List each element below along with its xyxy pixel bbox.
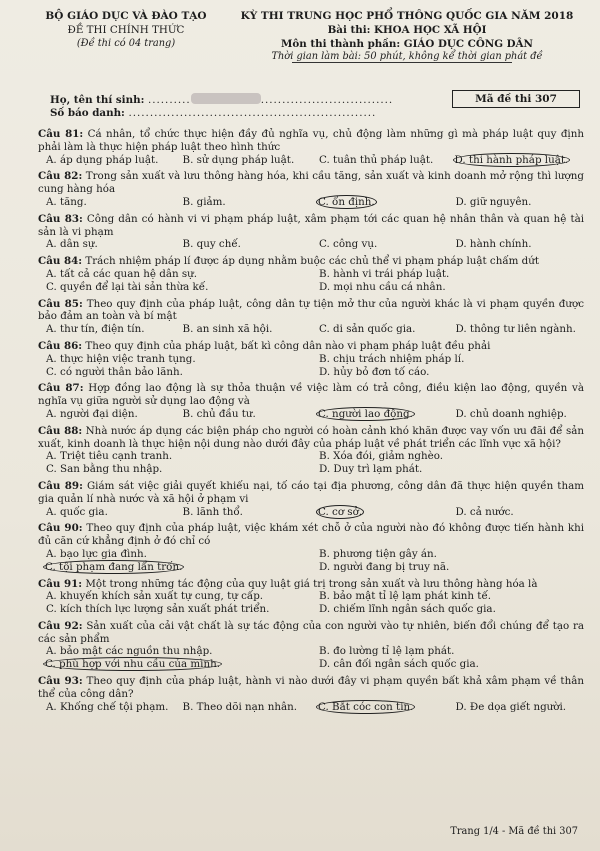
exam-code-box: Mã đề thi 307 <box>452 90 580 108</box>
answer-option-text: C. phù hợp với nhu cầu của mình. <box>45 658 221 671</box>
answer-option-text: C. công vụ. <box>319 238 378 251</box>
answer-option-text: B. Xóa đói, giảm nghèo. <box>319 450 443 463</box>
question-number: Câu 89: <box>38 479 83 492</box>
answer-option <box>38 548 311 561</box>
answer-option-text: D. chiếm lĩnh ngân sách quốc gia. <box>319 603 496 616</box>
question-text <box>38 170 584 196</box>
answer-option-text: C. San bằng thu nhập. <box>46 463 163 476</box>
question-text <box>38 128 584 154</box>
answer-option-text: A. quốc gia. <box>46 505 108 518</box>
answer-option-text: D. mọi nhu cầu cá nhân. <box>319 280 446 293</box>
answer-option <box>38 506 175 519</box>
question <box>38 425 584 476</box>
answer-option-text: D. giữ nguyên. <box>455 195 532 208</box>
question <box>38 170 584 208</box>
question-number: Câu 90: <box>38 522 83 535</box>
question-text <box>38 213 584 239</box>
header-right <box>232 10 582 64</box>
answer-option <box>311 603 584 616</box>
answer-option-text: D. thi hành pháp luật. <box>454 153 569 166</box>
answer-option <box>175 701 312 714</box>
answer-option-text: A. Khống chế tội phạm. <box>46 700 169 713</box>
question <box>38 675 584 713</box>
answer-option <box>175 408 312 421</box>
answer-option <box>311 506 448 519</box>
candidate-info <box>50 93 393 121</box>
question-number: Câu 87: <box>38 382 84 395</box>
question <box>38 522 584 573</box>
official-label: ĐỀ THI CHÍNH THỨC <box>67 23 185 36</box>
answer-option <box>38 561 311 574</box>
question-stem: Theo quy định của pháp luật, bất kì công dân nào vi phạm pháp luật đều phải <box>85 339 491 352</box>
answer-option <box>175 196 312 209</box>
ministry-name: BỘ GIÁO DỤC VÀ ĐÀO TẠO <box>45 10 207 22</box>
answer-options <box>38 238 584 251</box>
answer-option-text: D. hủy bỏ đơn tố cáo. <box>319 365 430 378</box>
answer-option <box>38 196 175 209</box>
answer-option <box>38 408 175 421</box>
answer-option <box>311 238 448 251</box>
answer-option <box>311 463 584 476</box>
answer-option <box>38 463 311 476</box>
answer-options <box>38 590 584 616</box>
answer-option <box>311 268 584 281</box>
answer-option <box>448 196 585 209</box>
answer-option-text: A. khuyến khích sản xuất tự cung, tự cấp. <box>46 590 264 603</box>
answer-option <box>38 238 175 251</box>
answer-option-text: B. quy chế. <box>182 238 241 251</box>
answer-option-text: C. người lao động. <box>318 407 413 420</box>
question-text <box>38 522 584 548</box>
answer-option <box>38 701 175 714</box>
answer-option <box>448 506 585 519</box>
answer-option-text: A. thực hiện việc tranh tụng. <box>46 352 196 365</box>
question <box>38 128 584 166</box>
question-text <box>38 480 584 506</box>
answer-option-text: D. chủ doanh nghiệp. <box>455 407 567 420</box>
question-stem: Theo quy định của pháp luật, công dân tự tiện mở thư của người khác là vi phạm quyền được bảo đảm an toàn và bí mật <box>38 297 584 323</box>
header-divider <box>292 62 512 63</box>
answer-option <box>311 701 448 714</box>
question-number: Câu 92: <box>38 619 83 632</box>
answer-option-text: C. ổn định. <box>318 195 375 208</box>
answer-options <box>38 408 584 421</box>
answer-option-text: D. hành chính. <box>455 238 532 251</box>
answer-option <box>311 450 584 463</box>
answer-options <box>38 450 584 476</box>
question <box>38 340 584 378</box>
answer-option-text: A. bạo lực gia đình. <box>46 547 147 560</box>
answer-option-text: C. có người thân bảo lãnh. <box>46 365 183 378</box>
answer-option <box>311 590 584 603</box>
exam-title: KỲ THI TRUNG HỌC PHỔ THÔNG QUỐC GIA NĂM 2018 <box>240 10 574 22</box>
question <box>38 213 584 251</box>
answer-option <box>38 603 311 616</box>
question-list <box>38 128 584 717</box>
answer-option <box>38 366 311 379</box>
answer-option <box>38 281 311 294</box>
question-number: Câu 82: <box>38 170 83 183</box>
question <box>38 620 584 671</box>
answer-option <box>38 353 311 366</box>
answer-options <box>38 645 584 671</box>
answer-option-text: B. Theo dõi nạn nhân. <box>182 700 298 713</box>
answer-options <box>38 506 584 519</box>
question-stem: Hợp đồng lao động là sự thỏa thuận về việc làm có trả công, điều kiện lao động, quyền và nghĩa vụ giữa người sử dụng lao động và <box>38 382 584 408</box>
answer-option <box>311 658 584 671</box>
answer-option <box>448 323 585 336</box>
answer-option <box>38 645 311 658</box>
question <box>38 255 584 293</box>
answer-option <box>175 238 312 251</box>
answer-option <box>311 281 584 294</box>
answer-option-text: A. dân sự. <box>46 238 98 251</box>
answer-option <box>448 701 585 714</box>
question-text <box>38 675 584 701</box>
answer-option <box>311 561 584 574</box>
question-number: Câu 93: <box>38 675 83 688</box>
question <box>38 382 584 420</box>
question-text <box>38 298 584 324</box>
answer-option-text: A. thư tín, điện tín. <box>46 323 145 336</box>
question-stem: Sản xuất của cải vật chất là sự tác động của con người vào tự nhiên, biến đổi chúng để tạo ra các sản phẩm <box>38 619 585 645</box>
question-stem: Theo quy định của pháp luật, hành vi nào dưới đây vi phạm quyền bất khả xâm phạm về thân thể của công dân? <box>38 675 584 700</box>
subject-name: Môn thi thành phần: GIÁO DỤC CÔNG DÂN <box>281 37 533 50</box>
question-stem: Cá nhân, tổ chức thực hiện đầy đủ nghĩa vụ, chủ động làm những gì mà pháp luật quy định phải làm là thực hiện pháp luật theo hình thức <box>38 128 584 153</box>
answer-option <box>38 268 311 281</box>
answer-option-text: A. bảo mật các nguồn thu nhập. <box>46 645 213 658</box>
answer-option-text: C. tuân thủ pháp luật. <box>319 153 434 166</box>
answer-option-text: A. Triệt tiêu cạnh tranh. <box>46 450 173 463</box>
question-stem: Công dân có hành vi vi phạm pháp luật, xâm phạm tới các quan hệ nhân thân và quan hệ tài sản là vi phạm <box>38 212 585 238</box>
page-count: (Đề thi có 04 trang) <box>76 37 176 49</box>
time-note: Thời gian làm bài: 50 phút, không kể thời gian phát đề <box>271 51 543 63</box>
answer-option <box>448 408 585 421</box>
id-label: Số báo danh: <box>50 107 125 119</box>
answer-option-text: B. hành vi trái pháp luật. <box>319 267 450 280</box>
answer-option <box>311 548 584 561</box>
answer-option-text: C. Bắt cóc con tin. <box>318 700 414 713</box>
question-stem: Nhà nước áp dụng các biện pháp cho người có hoàn cảnh khó khăn được vay vốn ưu đãi để sản xuất, kinh doanh là thực hiện nội dung nào dưới đây của pháp luật về phát triển các lĩnh vực xã hội? <box>38 424 584 450</box>
question-number: Câu 81: <box>38 128 84 140</box>
answer-option-text: B. chủ đầu tư. <box>182 407 256 420</box>
question-number: Câu 85: <box>38 297 83 310</box>
answer-option <box>38 323 175 336</box>
answer-option-text: B. bảo mật tỉ lệ lạm phát kinh tế. <box>319 590 492 603</box>
answer-option <box>38 154 175 167</box>
answer-options <box>38 548 584 574</box>
answer-options <box>38 323 584 336</box>
answer-option <box>175 154 312 167</box>
answer-option-text: C. di sản quốc gia. <box>319 323 416 336</box>
answer-option-text: D. cân đối ngân sách quốc gia. <box>319 658 479 671</box>
question <box>38 480 584 518</box>
answer-option-text: C. quyền để lại tài sản thừa kế. <box>46 280 209 293</box>
header-left <box>26 10 226 50</box>
answer-option <box>175 323 312 336</box>
answer-options <box>38 268 584 294</box>
answer-option <box>311 408 448 421</box>
answer-option <box>448 154 585 167</box>
answer-option-text: C. kích thích lực lượng sản xuất phát triển. <box>46 603 270 616</box>
answer-option-text: D. Đe dọa giết người. <box>455 700 567 713</box>
answer-option <box>38 658 311 671</box>
question-text <box>38 255 584 268</box>
question-stem: Trách nhiệm pháp lí được áp dụng nhằm buộc các chủ thể vi phạm pháp luật chấm dứt <box>85 255 540 268</box>
page-footer: Trang 1/4 - Mã đề thi 307 <box>450 826 578 837</box>
test-name: Bài thi: KHOA HỌC XÃ HỘI <box>327 23 487 36</box>
answer-option-text: D. người đang bị truy nã. <box>319 560 450 573</box>
answer-option-text: D. thông tư liên ngành. <box>455 323 576 336</box>
answer-option-text: C. cơ sở. <box>318 505 363 518</box>
answer-option-text: B. đo lường tỉ lệ lạm phát. <box>319 645 455 658</box>
answer-option <box>311 154 448 167</box>
name-dots: .......... <box>147 94 191 106</box>
answer-option <box>311 196 448 209</box>
answer-option-text: B. sử dụng pháp luật. <box>182 153 295 166</box>
answer-option-text: C. tội phạm đang lẩn trốn. <box>45 560 183 573</box>
answer-options <box>38 196 584 209</box>
answer-option <box>175 506 312 519</box>
answer-option-text: D. cả nước. <box>455 505 514 518</box>
answer-option <box>311 353 584 366</box>
question-number: Câu 83: <box>38 212 83 225</box>
question-number: Câu 84: <box>38 255 83 268</box>
question-number: Câu 91: <box>38 577 83 590</box>
answer-options <box>38 353 584 379</box>
question <box>38 298 584 336</box>
answer-option-text: D. Duy trì lạm phát. <box>319 463 423 476</box>
answer-option <box>311 366 584 379</box>
answer-option-text: B. lãnh thổ. <box>182 505 243 518</box>
answer-option <box>38 590 311 603</box>
answer-options <box>38 701 584 714</box>
answer-option <box>448 238 585 251</box>
answer-option-text: A. áp dụng pháp luật. <box>46 153 159 166</box>
id-dots: .......................................................... <box>128 107 377 119</box>
answer-option-text: A. người đại diện. <box>46 407 138 420</box>
answer-option-text: B. giảm. <box>182 195 226 208</box>
answer-options <box>38 154 584 167</box>
answer-option-text: A. tất cả các quan hệ dân sự. <box>46 267 198 280</box>
question-stem: Một trong những tác động của quy luật giá trị trong sản xuất và lưu thông hàng hóa là <box>85 577 538 590</box>
redacted-name <box>191 93 261 104</box>
question <box>38 578 584 616</box>
question-stem: Theo quy định của pháp luật, việc khám xét chỗ ở của người nào đó không được tiến hành khi đủ căn cứ khẳng định ở đó chỉ có <box>38 522 584 548</box>
question-stem: Trong sản xuất và lưu thông hàng hóa, khi cầu tăng, sản xuất và kinh doanh mở rộng thì lượng cung hàng hóa <box>38 170 584 196</box>
question-text <box>38 340 584 353</box>
answer-option-text: B. chịu trách nhiệm pháp lí. <box>319 352 465 365</box>
name-label: Họ, tên thí sinh: <box>50 94 145 106</box>
question-stem: Giám sát việc giải quyết khiếu nại, tố cáo tại địa phương, công dân đã thực hiện quyền tham gia quản lí nhà nước và xã hội ở phạm vi <box>38 479 584 505</box>
answer-option <box>311 645 584 658</box>
question-number: Câu 88: <box>38 424 83 437</box>
question-number: Câu 86: <box>38 339 83 352</box>
answer-option-text: B. phương tiện gây án. <box>319 547 437 560</box>
answer-option-text: B. an sinh xã hội. <box>182 323 273 336</box>
question-text <box>38 578 584 591</box>
question-text <box>38 620 584 646</box>
name-dots-after: ............................... <box>260 94 394 106</box>
question-text <box>38 425 584 451</box>
answer-option <box>311 323 448 336</box>
answer-option-text: A. tăng. <box>46 195 87 208</box>
question-text <box>38 382 584 408</box>
answer-option <box>38 450 311 463</box>
